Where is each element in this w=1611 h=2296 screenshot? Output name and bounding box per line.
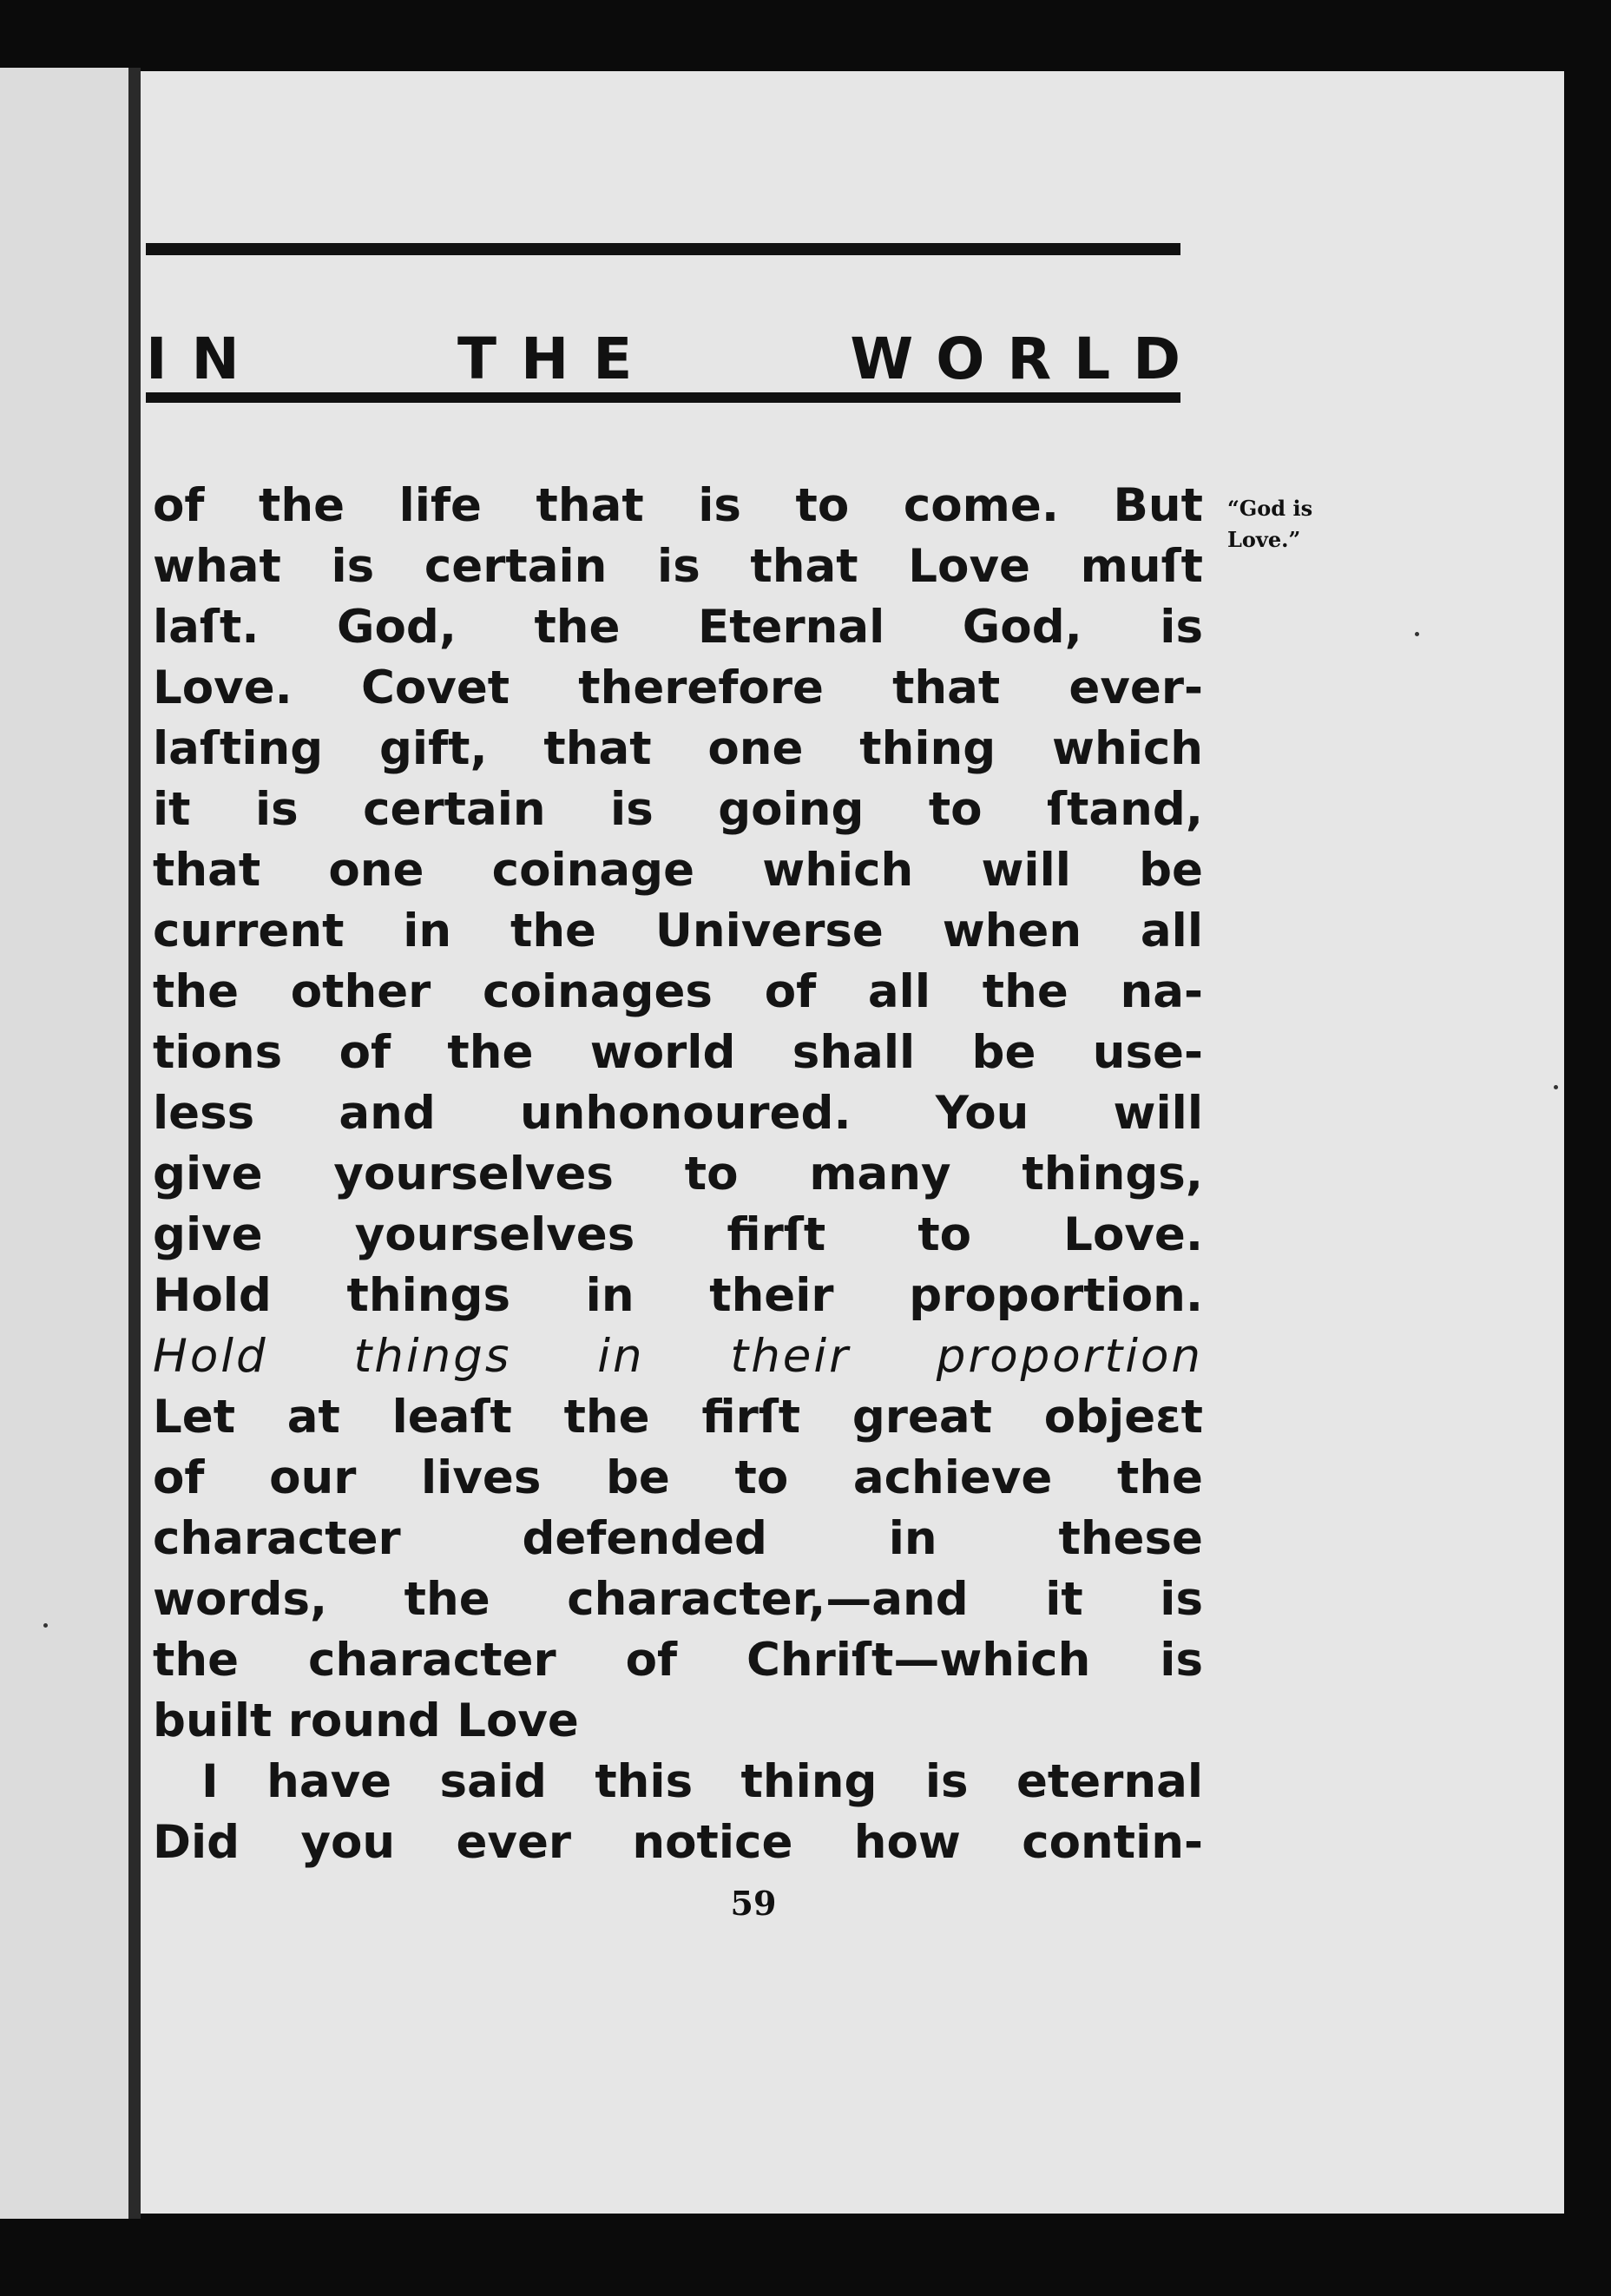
text-line-8: current in the Universe when all xyxy=(153,905,1203,957)
text-line-7: that one coinage which will be xyxy=(153,844,1203,897)
scan-speck xyxy=(1415,632,1419,636)
text-line-14: Hold things in their proportion. xyxy=(153,1269,1203,1322)
text-line-19: words, the character,—and it is xyxy=(153,1573,1203,1626)
margin-note-line-2: Love.” xyxy=(1227,527,1301,552)
header-rule-top xyxy=(146,243,1180,255)
running-head-word-3: WORLD xyxy=(850,325,1203,392)
text-line-1: of the life that is to come. But xyxy=(153,479,1203,532)
facing-page-edge xyxy=(0,68,132,2219)
text-line-5: laſting gift, that one thing which xyxy=(153,722,1203,775)
text-line-13: give yourselves firſt to Love. xyxy=(153,1208,1203,1261)
scan-speck xyxy=(1554,1085,1558,1089)
margin-note-line-1: “God is xyxy=(1227,496,1313,521)
text-line-15: Hold things in their proportion xyxy=(153,1330,1203,1383)
running-head-word-1: IN xyxy=(146,325,264,392)
text-line-12: give yourselves to many things, xyxy=(153,1148,1203,1201)
running-head-word-2: THE xyxy=(457,325,657,392)
text-line-3: laſt. God, the Eternal God, is xyxy=(153,601,1203,654)
text-line-18: character defended in these xyxy=(153,1512,1203,1565)
text-line-21: built round Love xyxy=(153,1694,579,1747)
page-number: 59 xyxy=(730,1884,777,1923)
body-text xyxy=(153,476,1203,1873)
text-line-11: less and unhonoured. You will xyxy=(153,1087,1203,1140)
text-line-23: Did you ever notice how contin- xyxy=(153,1816,1203,1869)
text-line-22: I have said this thing is eternal xyxy=(201,1755,1203,1808)
margin-note xyxy=(1227,493,1401,556)
text-line-6: it is certain is going to ſtand, xyxy=(153,783,1203,836)
text-line-9: the other coinages of all the na- xyxy=(153,965,1203,1018)
text-line-16: Let at leaſt the firſt great objeɛt xyxy=(153,1391,1203,1444)
running-head xyxy=(146,325,1203,392)
text-line-4: Love. Covet therefore that ever- xyxy=(153,661,1203,714)
scan-speck xyxy=(43,1623,48,1628)
book-gutter xyxy=(128,68,141,2219)
text-line-20: the character of Chriſt—which is xyxy=(153,1634,1203,1687)
text-line-10: tions of the world shall be use- xyxy=(153,1026,1203,1079)
header-rule-bottom xyxy=(146,392,1180,403)
text-line-17: of our lives be to achieve the xyxy=(153,1451,1203,1504)
text-line-2: what is certain is that Love muſt xyxy=(153,540,1203,593)
